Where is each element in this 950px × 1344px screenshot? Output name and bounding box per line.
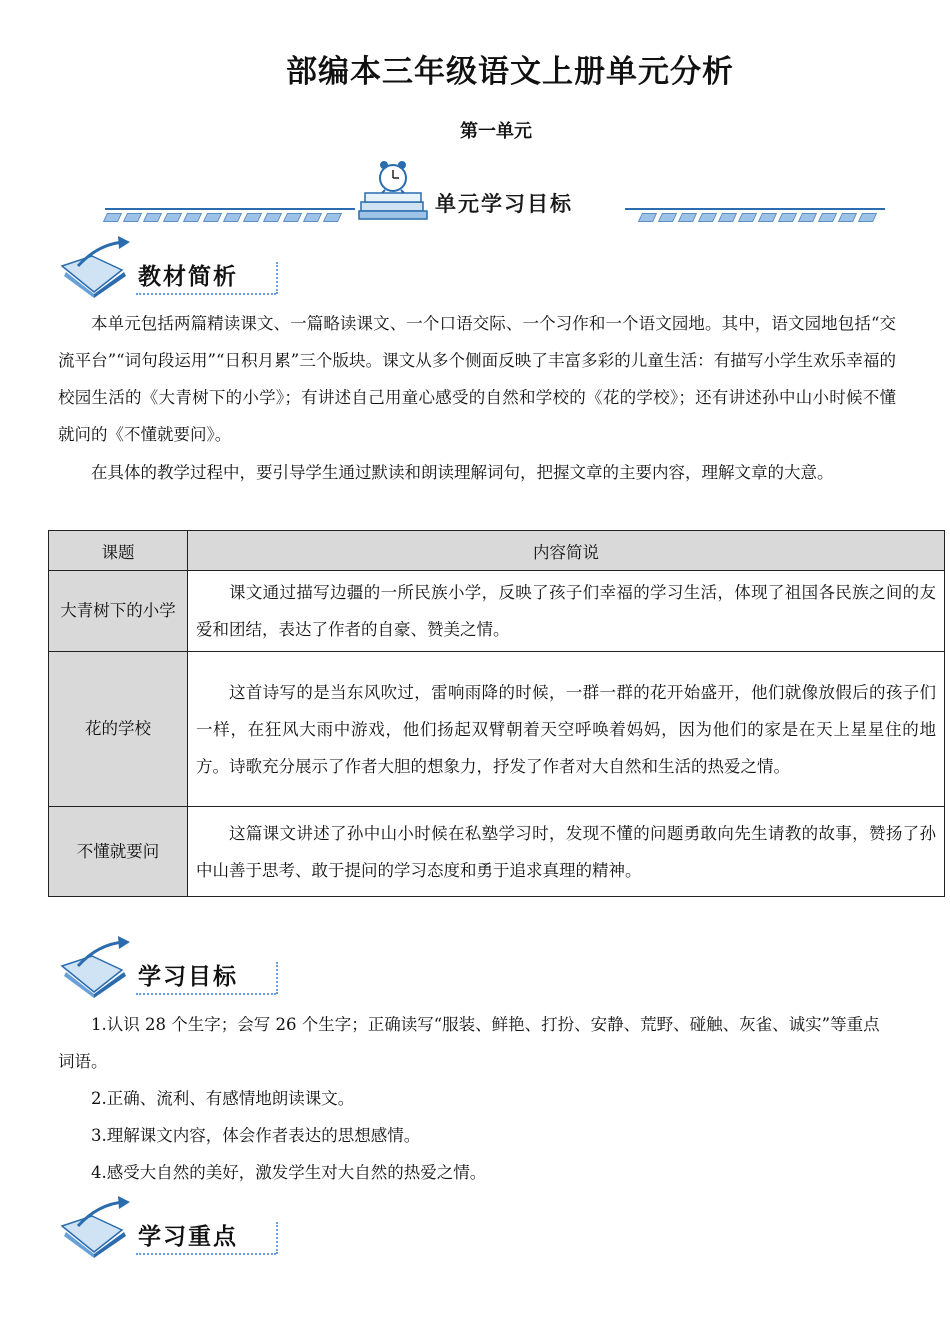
header-summary: 内容简说 bbox=[188, 531, 945, 571]
banner-label: 单元学习目标 bbox=[435, 192, 573, 216]
row-summary: 这首诗写的是当东风吹过，雷响雨降的时候，一群一群的花开始盛开，他们就像放假后的孩子们一样，在狂风大雨中游戏，他们扬起双臂朝着天空呼唤着妈妈，因为他们的家是在天上星星住的地方。诗歌充分展示了作者大胆的想象力，抒发了作者对大自然和生活的热爱之情。 bbox=[188, 652, 945, 807]
banner-line-left bbox=[105, 208, 355, 210]
table-row bbox=[49, 652, 945, 807]
section-header-analysis bbox=[58, 236, 288, 301]
table-row bbox=[49, 807, 945, 897]
section-corner bbox=[270, 262, 278, 294]
section-corner bbox=[270, 1222, 278, 1254]
lesson-table bbox=[48, 530, 945, 897]
row-topic: 大青树下的小学 bbox=[49, 571, 188, 652]
row-summary: 这篇课文讲述了孙中山小时候在私塾学习时，发现不懂的问题勇敢向先生请教的故事，赞扬了孙中山善于思考、敢于提问的学习态度和勇于追求真理的精神。 bbox=[188, 807, 945, 897]
section-corner bbox=[270, 962, 278, 994]
banner-line-right bbox=[625, 208, 885, 210]
header-topic: 课题 bbox=[49, 531, 188, 571]
row-topic: 不懂就要问 bbox=[49, 807, 188, 897]
unit-subtitle: 第一单元 bbox=[460, 121, 532, 142]
analysis-paragraph-1: 本单元包括两篇精读课文、一篇略读课文、一个口语交际、一个习作和一个语文园地。其中，语文园地包括“交流平台”“词句段运用”“日积月累”三个版块。课文从多个侧面反映了丰富多彩的儿童生活：有描写小学生欢乐幸福的校园生活的《大青树下的小学》；有讲述自己用童心感受的自然和学校的《花的学校》；还有讲述孙中山小时候不懂就问的《不懂就要问》。 bbox=[58, 314, 896, 444]
open-book-arrow-icon bbox=[58, 236, 138, 301]
analysis-paragraph-2: 在具体的教学过程中，要引导学生通过默读和朗读理解词句，把握文章的主要内容，理解文章的大意。 bbox=[91, 463, 834, 482]
row-summary: 课文通过描写边疆的一所民族小学，反映了孩子们幸福的学习生活，体现了祖国各民族之间的友爱和团结，表达了作者的自豪、赞美之情。 bbox=[188, 571, 945, 652]
banner-dashes-right bbox=[640, 213, 885, 221]
row-topic: 花的学校 bbox=[49, 652, 188, 807]
goal-item: 1.认识 28 个生字；会写 26 个生字；正确读写“服装、鲜艳、打扮、安静、荒野、碰触、灰雀、诚实”等重点词语。 bbox=[58, 1015, 880, 1071]
page-title: 部编本三年级语文上册单元分析 bbox=[286, 54, 734, 90]
section-label: 学习重点 bbox=[138, 1224, 238, 1250]
section-label: 教材简析 bbox=[138, 264, 238, 290]
books-clock-icon bbox=[355, 160, 435, 222]
section-header-focus bbox=[58, 1196, 288, 1261]
section-underline bbox=[136, 1253, 276, 1255]
section-header-goals bbox=[58, 936, 288, 1001]
open-book-arrow-icon bbox=[58, 1196, 138, 1261]
goal-item: 3.理解课文内容，体会作者表达的思想感情。 bbox=[91, 1126, 421, 1145]
table-row bbox=[49, 571, 945, 652]
banner-dashes-left bbox=[105, 213, 350, 221]
unit-goal-banner bbox=[105, 158, 885, 228]
table-header-row bbox=[49, 531, 945, 571]
section-label: 学习目标 bbox=[138, 964, 238, 990]
goal-item: 2.正确、流利、有感情地朗读课文。 bbox=[91, 1089, 355, 1108]
section-underline bbox=[136, 993, 276, 995]
open-book-arrow-icon bbox=[58, 936, 138, 1001]
goal-item: 4.感受大自然的美好，激发学生对大自然的热爱之情。 bbox=[91, 1163, 487, 1182]
section-underline bbox=[136, 293, 276, 295]
